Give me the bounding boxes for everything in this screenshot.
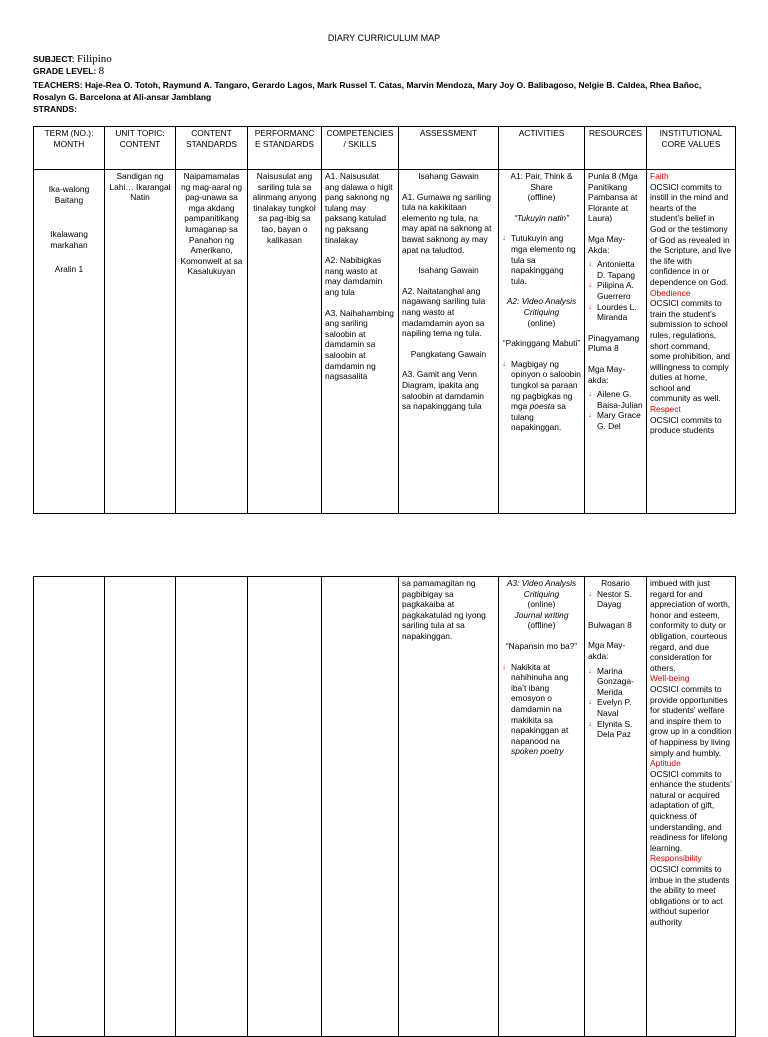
subject-line [33,54,112,65]
strands-label: STRANDS: [33,104,77,114]
author-name-continued: Rosario [601,578,630,588]
value-heading-well-being: Well-being [650,673,690,684]
value-heading-respect: Respect [650,404,681,415]
activity-a3-title: “Napansin mo ba?” [505,640,578,651]
header-assessment: ASSESSMENT [399,127,499,170]
value-text-respect-continued: imbued with just regard for and appreciation of worth, honor and esteem, conformity to duty or obligation, courteous regard, and due consideration for others. [650,578,731,673]
activities-cell [499,170,585,514]
content-standards-cell [176,577,248,1037]
term-cell [34,577,105,1037]
author-item [588,259,643,280]
activity-a1-item [502,233,581,286]
arrow-bullet-icon: ↓ [588,665,592,675]
author-item [588,666,643,698]
subject-value: Filipino [76,53,112,65]
value-text-responsibility: OCSICI commits to imbue in the students the ability to meet obligations or to act without superior authority [650,864,730,927]
activity-a2-text-pre: Magbigay ng opinyon o saloobin tungkol sa paraan ng pagbigkas ng mga [511,358,581,412]
author-name: Evelyn P. Naval [597,697,632,718]
activity-a3-mode: (online) [527,599,556,610]
arrow-bullet-icon: ↓ [588,697,592,707]
assessment-a3: A3. Gamit ang Venn Diagram, ipakita ang saloobin at damdamin sa napakinggang tula [402,369,484,412]
activities-cell [499,577,585,1037]
activity-a3-heading: A3: Video Analysis Critiquing [506,578,577,599]
grade-line [33,66,104,77]
core-values-cell [647,170,736,514]
author-name: Pilipina A. Guerrero [597,280,634,301]
value-text-obedience: OCSICI commits to train the student’s submission to school rules, regulations, short command, some prohibition, and willingness to comply duties at home, school and community as well. [650,298,731,404]
activity-a3-item [502,662,581,757]
arrow-bullet-icon: ↓ [502,358,506,368]
activity-a1-heading: A1: Pair, Think & Share [510,171,573,192]
term-cell [34,170,105,514]
competencies-cell [322,170,399,514]
term-quarter: Ikalawang markahan [50,229,88,250]
activity-a1-mode: (offline) [527,192,556,203]
activity-a2-text-post: sa tulang napakinggan. [511,401,566,433]
arrow-bullet-icon: ↓ [502,661,506,671]
arrow-bullet-icon: ↓ [588,410,592,420]
assessment-heading-2: Isahang Gawain [418,265,479,276]
teachers-line-1: TEACHERS: Haje-Rea O. Totoh, Raymund A. Tangaro, Gerardo Lagos, Mark Russel T. Catas, Marvin Mendoza, Mary Joy O. Balibagoso, Nelgie B. Caldea, Rhea Bañoc, [33,80,702,90]
competency-a1: A1. Naisusulat ang dalawa o higit pang saknong ng tulang may paksang katulad ng paksang tinalakay [325,171,393,245]
header-row [34,127,736,170]
header-performance: PERFORMANC E STANDARDS [248,127,322,170]
author-name: Lourdes L. Miranda [597,301,637,323]
resource-book-1: Punla 8 (Mga Panitikang Pambansa at Florante at Laura) [588,171,638,224]
author-name: Marina Gonzaga-Merida [597,665,634,697]
value-text-well-being: OCSICI commits to provide opportunities for students’ welfare and inspire them to grow up in a condition of happiness by living simply and humbly. [650,683,732,758]
activity-a2-heading: A2: Video Analysis Critiquing [506,296,577,317]
assessment-heading-3: Pangkatang Gawain [410,348,487,359]
assessment-a3-continued: sa pamamagitan ng pagbibigay sa pagkakaiba at pagkakatulad ng iyong sariling tula at sa napakinggan. [402,578,486,641]
arrow-bullet-icon: ↓ [588,588,592,598]
competency-a2: A2. Nabibigkas nang wasto at may damdamin ang tula [325,255,383,297]
resources-cell [585,170,647,514]
page-title: DIARY CURRICULUM MAP [327,33,441,43]
arrow-bullet-icon: ↓ [588,301,592,311]
resource-authors-label-2: Mga May-akda: [588,363,626,385]
value-text-respect: OCSICI commits to produce students [650,414,722,436]
activity-journal-mode: (offline) [527,620,556,631]
performance-standards-cell [248,577,322,1037]
competencies-cell [322,577,399,1037]
author-name: Mary Grace G. Del [597,410,641,431]
arrow-bullet-icon: ↓ [588,389,592,399]
value-heading-aptitude: Aptitude [650,758,681,769]
value-heading-obedience: Obedience [650,287,691,298]
performance-standards-cell: Naisusulat ang sariling tula sa alinmang anyong tinalakay tungkol sa pag-ibig sa tao, bayan o kalikasan [248,170,322,514]
activity-a1-title: “Tukuyin natin” [514,212,569,223]
curriculum-map-table-continued [33,576,736,1037]
table-row [34,577,736,1037]
assessment-cell [399,170,499,514]
subject-label: SUBJECT: [33,54,75,64]
activity-journal: Journal writing [514,609,569,620]
author-item [588,410,643,431]
content-standards-cell: Naipamamalas ng mag-aaral ng pag-unawa sa mga akdang pampanitikang lumaganap sa Panahon ng Amerikano, Komonwelt at sa Kasalukuyan [176,170,248,514]
activity-a3-text-pre: Nakikita at nahihinuha ang iba’t ibang emosyon o damdamin na makikita sa napakinggan at napanood na [511,661,569,746]
activity-a2-item [502,359,581,433]
assessment-a2: A2. Naitatanghal ang nagawang sariling tula nang wasto at madamdamin ayon sa napiling tema ng tula. [402,285,486,339]
header-content: CONTENT STANDARDS [176,127,248,170]
resource-book-2: Pinagyamang Pluma 8 [588,332,640,354]
assessment-cell [399,577,499,1037]
header-values: INSTITUTIONAL CORE VALUES [647,127,736,170]
table-row [34,170,736,514]
resource-authors-label-3: Mga May-akda: [588,640,626,661]
value-heading-faith: Faith [650,171,669,181]
activity-a3-text-italic: spoken poetry [511,746,564,757]
arrow-bullet-icon: ↓ [502,233,506,243]
author-name: Ailene G. Baisa-Julian [597,389,643,410]
author-name: Elynita S. Dela Paz [597,718,633,740]
grade-value: 8 [98,65,105,77]
resource-authors-label-1: Mga May-Akda: [588,233,626,255]
assessment-a1: A1. Gumawa ng sariling tula na kakikitaan elemento ng tula, na may apat na saknong at bawat saknong ay may apat na taludtod. [402,191,492,255]
arrow-bullet-icon: ↓ [588,718,592,728]
arrow-bullet-icon: ↓ [588,280,592,290]
resource-book-3: Bulwagan 8 [588,619,632,630]
curriculum-map-table [33,126,736,514]
value-text-aptitude: OCSICI commits to enhance the students’ natural or acquired adaptation of gift, quickness of understanding, and readiness for lifelong learning. [650,768,732,853]
arrow-bullet-icon: ↓ [588,259,592,269]
activity-a2-mode: (online) [527,317,556,328]
activity-a2-text-italic: poesta [529,401,555,412]
header-activities: ACTIVITIES [499,127,585,170]
header-competencies: COMPETENCIES / SKILLS [322,127,399,170]
author-item [588,280,643,301]
author-name: Antonietta D. Tapang [597,259,636,280]
value-heading-responsibility: Responsibility [650,853,702,864]
header-unit: UNIT TOPIC: CONTENT [105,127,176,170]
activity-a2-title: “Pakinggang Mabuti” [502,338,581,349]
teachers-line-2: Rosalyn G. Barcelona at Ali-ansar Jamblang [33,92,212,102]
author-item [588,697,643,718]
author-name: Nestor S. Dayag [597,588,632,610]
competency-a3: A3. Naihahambing ang sariling saloobin at damdamin sa saloobin at damdamin ng nagsasalita [325,307,394,382]
author-item [588,389,643,410]
value-text-faith: OCSICI commits to instill in the mind and hearts of the student’s belief in God or the testimony of God as revealed in the Scripture, and live the life with confidence in or dependence on God. [650,181,732,287]
unit-cell: Sandigan ng Lahi… Ikarangal Natin [105,170,176,514]
activity-a1-text: Tutukuyin ang mga elemento ng tula sa napakinggang tula. [511,233,576,286]
grade-label: GRADE LEVEL: [33,66,97,76]
unit-cell [105,577,176,1037]
header-resources: RESOURCES [585,127,647,170]
author-item [588,719,643,740]
core-values-cell [647,577,736,1037]
assessment-heading-1: Isahang Gawain [418,171,479,181]
author-item [588,589,643,610]
term-grade: Ika-walong Baitang [48,184,90,205]
term-lesson: Aralin 1 [54,264,84,275]
header-term: TERM (NO.): MONTH [34,127,105,170]
resources-cell [585,577,647,1037]
author-item [588,302,643,323]
